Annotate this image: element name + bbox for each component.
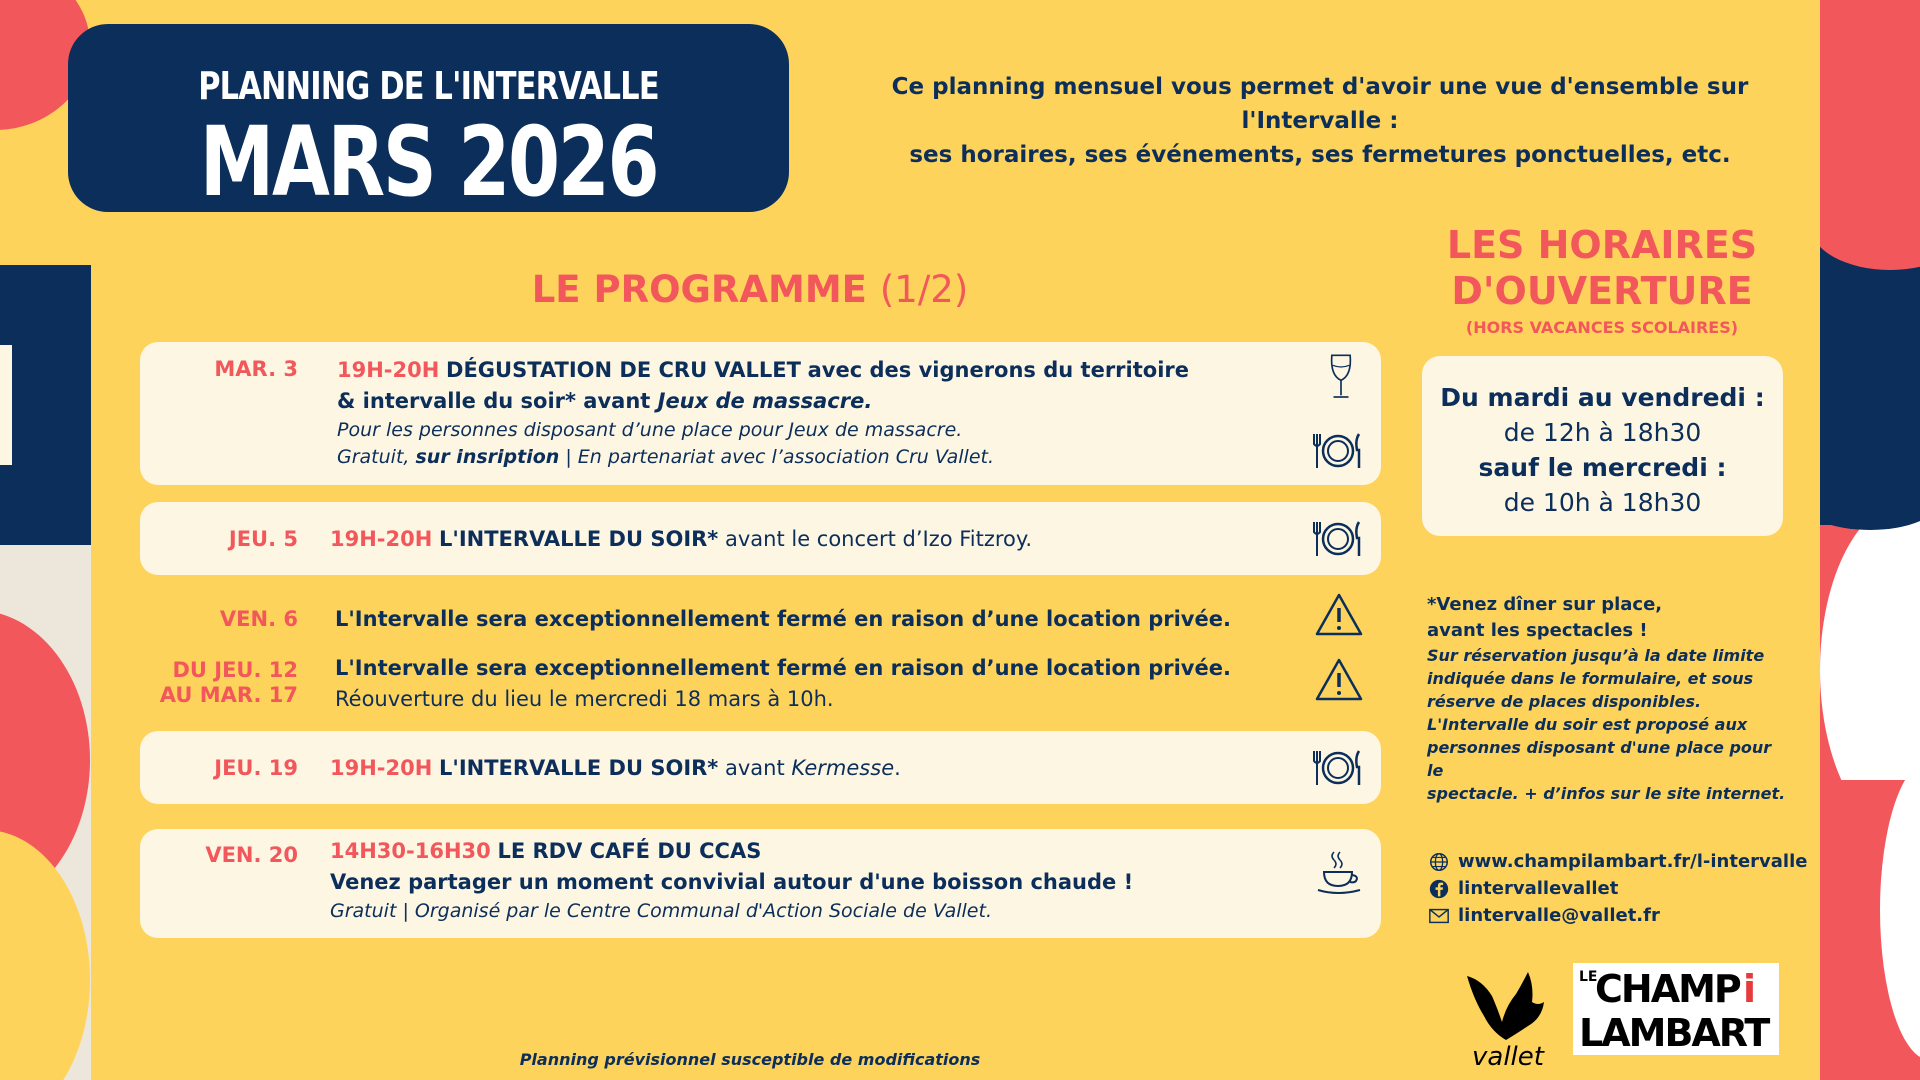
wine-glass-icon: [1316, 352, 1366, 402]
event-date: VEN. 20: [205, 843, 298, 867]
event-text-5: 19H-20H L'INTERVALLE DU SOIR* avant Kermesse.: [330, 756, 901, 780]
globe-icon: [1428, 851, 1450, 873]
event-date-range: DU JEU. 12 AU MAR. 17: [159, 658, 298, 707]
contacts: [1428, 848, 1808, 929]
event-text-6: 14H30-16H30 LE RDV CAFÉ DU CCAS Venez partager un moment convivial autour d'une boisson chaude ! Gratuit | Organisé par le Centre Communal d'Action Sociale de Vallet.: [330, 839, 1134, 922]
dinner-note: *Venez dîner sur place, avant les spectacles ! Sur réservation jusqu’à la date limite indiquée dans le formulaire, et sous réserve de places disponibles. L'Intervalle du soir est proposé aux personnes disposant d'une place pour le spectacle. + d’infos sur le site internet.: [1427, 594, 1786, 803]
vallet-leaf-icon: [1462, 966, 1552, 1046]
hours-card: Du mardi au vendredi : de 12h à 18h30 sauf le mercredi : de 10h à 18h30: [1422, 356, 1783, 536]
event-text-3: L'Intervalle sera exceptionnellement fermé en raison d’une location privée.: [335, 607, 1231, 631]
event-text-1: 19H-20H DÉGUSTATION DE CRU VALLET avec des vignerons du territoire & intervalle du soir* avant Jeux de massacre. Pour les personnes disposant d’une place pour Jeux de massacre. Gratuit, sur insription | En partenariat avec l’association Cru Vallet.: [337, 358, 1189, 468]
contact-email[interactable]: lintervalle@vallet.fr: [1428, 902, 1808, 929]
coffee-cup-icon: [1314, 848, 1364, 898]
right-decor-stripe: [1820, 0, 1920, 1080]
hours-subtitle: (HORS VACANCES SCOLAIRES): [1465, 318, 1739, 337]
event-text-2: 19H-20H L'INTERVALLE DU SOIR* avant le concert d’Izo Fitzroy.: [330, 527, 1033, 551]
event-date: MAR. 3: [214, 357, 298, 381]
header-big-title: MARS 2026: [199, 106, 658, 218]
header-title-box: [68, 24, 789, 218]
header-small-title: PLANNING DE L'INTERVALLE: [198, 64, 659, 108]
warning-icon: [1314, 655, 1364, 705]
event-date: JEU. 19: [214, 756, 298, 780]
plate-cutlery-icon: [1313, 426, 1363, 476]
plate-cutlery-icon: [1313, 514, 1363, 564]
event-date: JEU. 5: [228, 527, 298, 551]
footer-disclaimer: Planning prévisionnel susceptible de modifications: [519, 1050, 981, 1069]
event-text-4: L'Intervalle sera exceptionnellement fermé en raison d’une location privée. Réouverture du lieu le mercredi 18 mars à 10h.: [335, 656, 1231, 711]
contact-facebook[interactable]: lintervallevallet: [1428, 875, 1808, 902]
plate-cutlery-icon: [1313, 743, 1363, 793]
warning-icon: [1314, 590, 1364, 640]
programme-title: LE PROGRAMME (1/2): [531, 268, 969, 311]
intro-text: Ce planning mensuel vous permet d'avoir une vue d'ensemble sur l'Intervalle : ses horaires, ses événements, ses fermetures ponctuelles, etc.: [891, 74, 1749, 168]
hours-title: LES HORAIRES D'OUVERTURE: [1446, 223, 1758, 313]
envelope-icon: [1428, 905, 1450, 927]
facebook-icon: [1428, 878, 1450, 900]
contact-website[interactable]: www.champilambart.fr/l-intervalle: [1428, 848, 1808, 875]
champilambart-logo: LE CHAMP i LAMBART: [1573, 963, 1779, 1055]
event-date: VEN. 6: [219, 607, 298, 631]
vallet-logo: vallet: [1462, 966, 1552, 1076]
